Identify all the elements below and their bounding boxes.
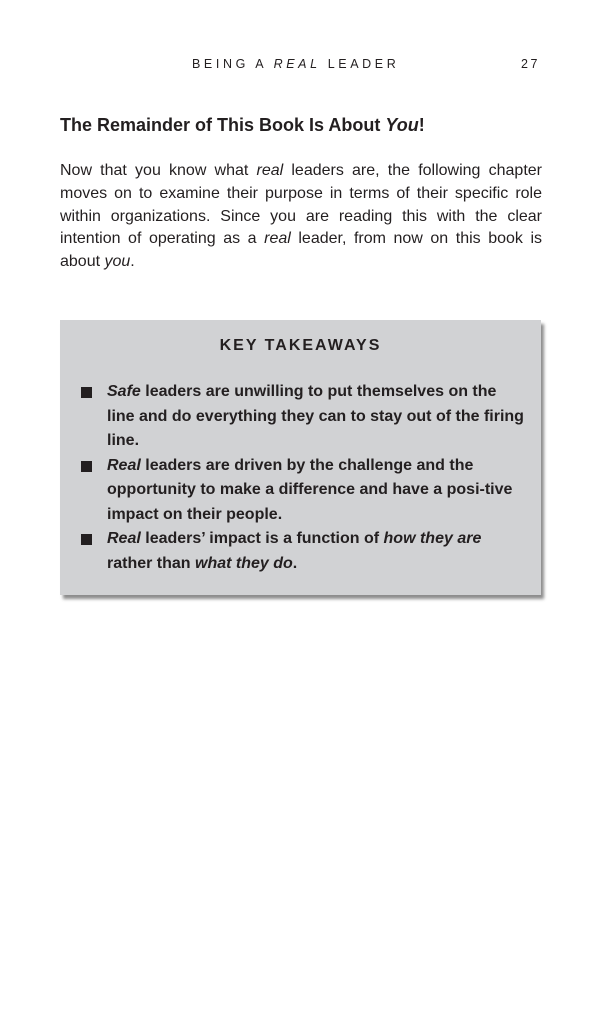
takeaway-lead: Real [107, 456, 141, 474]
takeaway-lead: Safe [107, 383, 141, 400]
running-head-before: BEING A [192, 57, 274, 71]
section-heading [60, 115, 550, 136]
heading-emphasis: You [385, 115, 419, 135]
running-head-emphasis: REAL [273, 57, 321, 71]
paragraph-part-1: Now that you know what [60, 162, 257, 179]
paragraph-part-2: leaders are, the following chapter moves on to examine their purpose in terms of their specific role within organizations. Since you are reading this with the clear intention of operating as a [60, 162, 542, 248]
body-paragraph [60, 160, 542, 274]
takeaway-end: . [292, 554, 298, 572]
key-takeaways-title: KEY TAKEAWAYS [219, 337, 382, 354]
paragraph-part-4: . [130, 253, 135, 271]
heading-end: ! [418, 115, 425, 135]
takeaway-emphasis: how they are [383, 530, 482, 547]
key-takeaways-box [60, 320, 541, 595]
paragraph-emphasis-3: you [104, 253, 131, 271]
takeaway-text: leaders’ impact is a function of [140, 530, 384, 547]
paragraph-emphasis-1: real [256, 162, 284, 179]
takeaway-item [107, 380, 527, 454]
square-bullet-icon [81, 534, 92, 545]
square-bullet-icon [81, 461, 92, 472]
takeaway-text: leaders are driven by the challenge and the opportunity to make a difference and have a posi-tive impact on their people. [107, 456, 513, 523]
takeaway-item [107, 527, 527, 576]
takeaway-emphasis-2: what they do [195, 554, 293, 572]
page-number: 27 [521, 57, 540, 71]
running-head [192, 57, 399, 71]
square-bullet-icon [81, 387, 92, 398]
running-head-after: LEADER [320, 57, 400, 71]
heading-text: The Remainder of This Book Is About [60, 115, 386, 135]
takeaway-text: leaders are unwilling to put themselves on the line and do everything they can to stay out of the firing line. [107, 383, 524, 449]
paragraph-part-3: leader, from now on this book is about [60, 230, 543, 271]
takeaway-lead: Real [107, 530, 141, 547]
takeaway-text-line-2: rather than [107, 554, 196, 572]
paragraph-emphasis-2: real [264, 230, 291, 248]
takeaway-item [107, 454, 527, 528]
